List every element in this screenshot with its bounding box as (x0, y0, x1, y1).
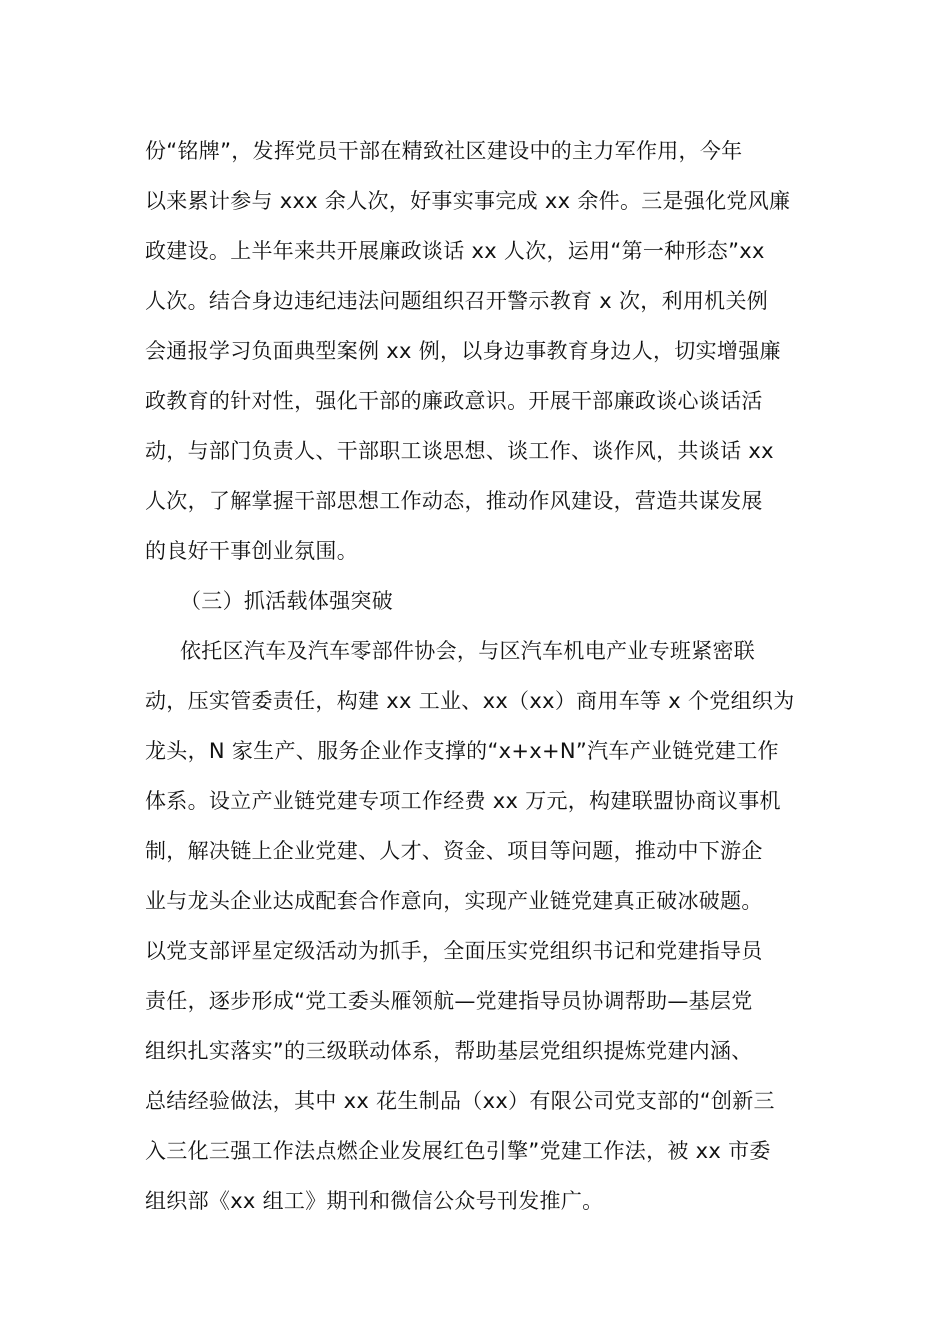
text-line: 人次，了解掌握干部思想工作动态，推动作风建设，营造共谋发展 (145, 489, 763, 513)
text-line: 体系。设立产业链党建专项工作经费 xx 万元，构建联盟协商议事机 (145, 789, 781, 813)
text-line: 的良好干事创业氛围。 (145, 539, 358, 563)
text-line: 政教育的针对性，强化干部的廉政意识。开展干部廉政谈心谈话活 (145, 389, 763, 413)
text-line: 组织部《xx 组工》期刊和微信公众号刊发推广。 (145, 1189, 604, 1213)
text-line: 以来累计参与 xxx 余人次，好事实事完成 xx 余件。三是强化党风廉 (145, 189, 791, 213)
text-line: 入三化三强工作法点燃企业发展红色引擎”党建工作法，被 xx 市委 (145, 1139, 771, 1163)
text-line: 人次。结合身边违纪违法问题组织召开警示教育 x 次，利用机关例 (145, 289, 769, 313)
text-line: 以党支部评星定级活动为抓手，全面压实党组织书记和党建指导员 (145, 939, 763, 963)
text-line: 总结经验做法，其中 xx 花生制品（xx）有限公司党支部的“创新三 (145, 1089, 775, 1113)
text-line: 份“铭牌”，发挥党员干部在精致社区建设中的主力军作用，今年 (145, 139, 743, 163)
text-line: 动，压实管委责任，构建 xx 工业、xx（xx）商用车等 x 个党组织为 (145, 689, 795, 713)
text-line: 制，解决链上企业党建、人才、资金、项目等问题，推动中下游企 (145, 839, 763, 863)
text-line: 责任，逐步形成“党工委头雁领航—党建指导员协调帮助—基层党 (145, 989, 753, 1013)
text-line: 动，与部门负责人、干部职工谈思想、谈工作、谈作风，共谈话 xx (145, 439, 774, 463)
text-line: 政建设。上半年来共开展廉政谈话 xx 人次，运用“第一种形态”xx (145, 239, 765, 263)
text-line: 业与龙头企业达成配套合作意向，实现产业链党建真正破冰破题。 (145, 889, 763, 913)
section-heading: （三）抓活载体强突破 (180, 589, 393, 613)
text-line: 组织扎实落实”的三级联动体系，帮助基层党组织提炼党建内涵、 (145, 1039, 753, 1063)
text-line: 会通报学习负面典型案例 xx 例，以身边事教育身边人，切实增强廉 (145, 339, 781, 363)
text-line: 龙头，N 家生产、服务企业作支撑的“x+x+N”汽车产业链党建工作 (145, 739, 779, 763)
text-line: 依托区汽车及汽车零部件协会，与区汽车机电产业专班紧密联 (180, 639, 756, 663)
